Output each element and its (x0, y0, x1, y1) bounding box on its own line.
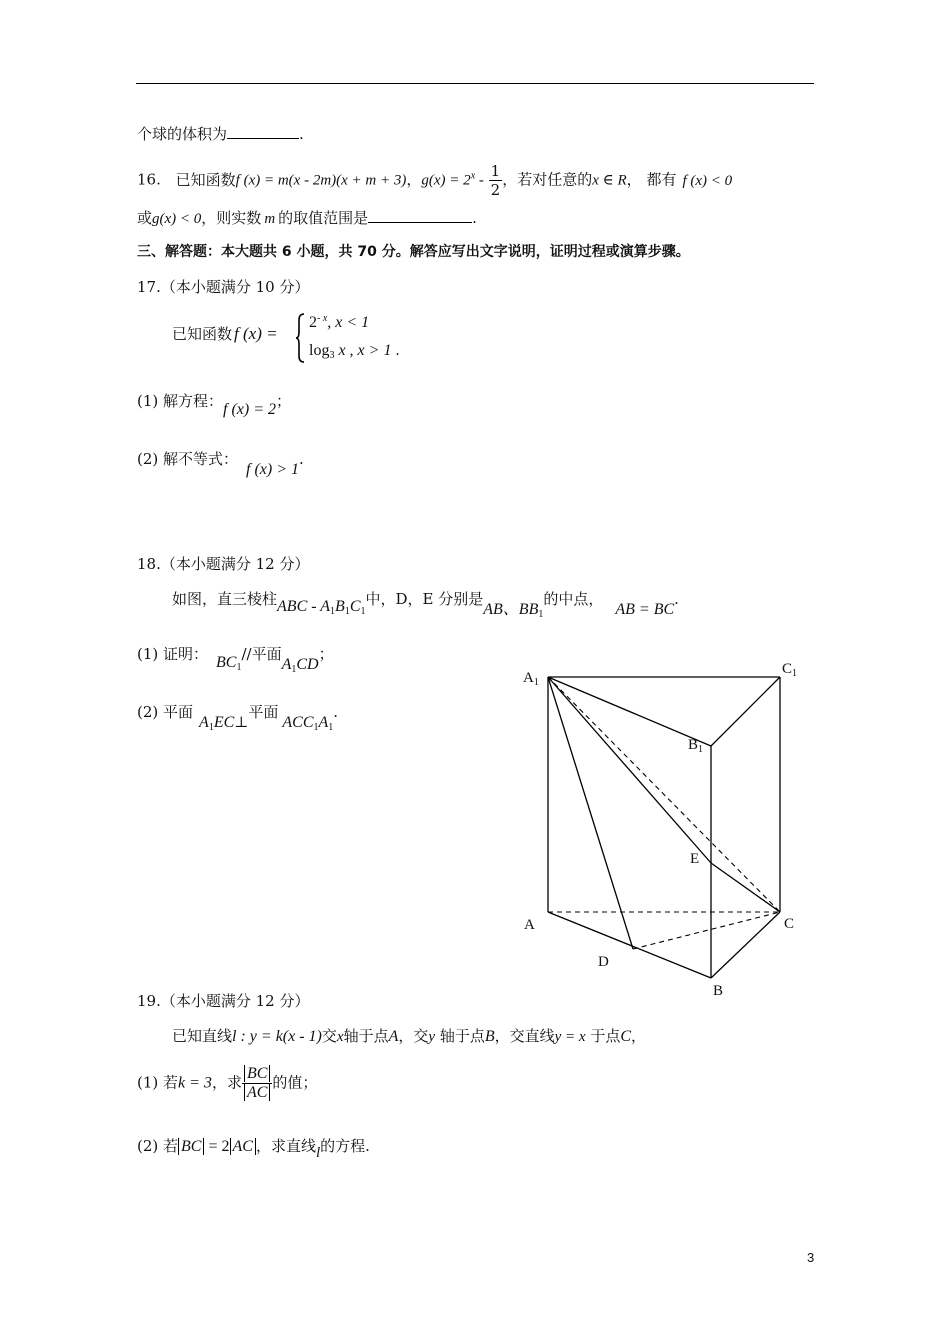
segment-ec (711, 863, 780, 912)
piece-2: $\log_3 x$ , x > 1 . (309, 342, 400, 361)
function-g: g(x) = 2 (421, 172, 471, 189)
q15-text: 个球的体积为 (137, 125, 228, 143)
q18-intro: 如图，直三棱柱ABC - $A_1B_1C_1$中，D，E 分别是AB、$BB_1$的中点，AB = BC. (172, 590, 679, 620)
answer-blank (227, 126, 299, 139)
q15-tail: 个球的体积为 . (137, 125, 304, 143)
label-a1: $A_1$ (523, 670, 539, 688)
piece-1: $2^{- x}$, x < 1 (309, 313, 370, 331)
edge-b1c1 (711, 677, 780, 746)
label-d: D (598, 954, 609, 970)
label-c1: $C_1$ (782, 661, 798, 679)
question-18-header: 18.（本小题满分 12 分） (137, 555, 310, 573)
edge-a1b1 (548, 677, 711, 746)
piecewise-brace (296, 312, 306, 364)
answer-blank (368, 210, 472, 223)
segment-a1d (548, 677, 633, 949)
section-heading: 三、解答题：本大题共 6 小题，共 70 分。解答应写出文字说明，证明过程或演算步骤。 (137, 244, 690, 260)
label-b1: $B_1$ (688, 737, 704, 755)
q19-part1: (1) 若k = 3，求 $\frac{BC}{AC}$ 的值； (137, 1065, 318, 1101)
fraction-half: $\frac{1}{2}$ (490, 162, 501, 199)
label-e: E (690, 851, 700, 867)
label-c: C (784, 916, 795, 932)
q18-part2: (2) 平面$A_1EC\perp$平面$ACC_1A_1$. (137, 703, 339, 733)
q19-part2: (2) 若 BC = 2 AC ，求直线l的方程. (137, 1137, 370, 1161)
function-f: f (x) = m(x - 2m)(x + m + 3) (235, 172, 407, 189)
label-a: A (524, 917, 535, 933)
dashed-dc (633, 912, 780, 949)
q18-part1: (1) 证明： $BC_1//$平面$A_1CD$； (137, 645, 334, 675)
fraction-bc-ac: $\frac{BC}{AC}$ (242, 1065, 272, 1102)
segment-a1e (548, 677, 711, 863)
question-16-line1: 16. 已知函数f (x) = m(x - 2m)(x + m + 3)，$g(x) = 2^x$ - $\frac{1}{2}$ ，若对任意的x ∈ R， 都有 f (x) < 0 (137, 162, 733, 199)
q17-part1: (1) 解方程：f (x) = 2； (137, 392, 292, 418)
question-16-line2: 或g(x) < 0，则实数 m 的取值范围是 . (137, 209, 477, 227)
page-number: 3 (807, 1250, 815, 1265)
prism-figure (510, 655, 810, 1000)
label-b: B (713, 983, 724, 999)
q17-intro: 已知函数 f (x) = (172, 324, 278, 343)
edge-bc (711, 912, 780, 978)
q17-part2: (2) 解不等式：f (x) > 1. (137, 450, 304, 478)
question-17-header: 17.（本小题满分 10 分） (137, 278, 310, 296)
q19-intro: 已知直线l : y = k(x - 1)交x轴于点A，交y 轴于点B，交直线y = x 于点C， (172, 1027, 647, 1045)
header-rule (136, 83, 814, 84)
edge-ab (548, 912, 711, 978)
question-19-header: 19.（本小题满分 12 分） (137, 992, 310, 1010)
question-number: 16. (137, 170, 161, 189)
